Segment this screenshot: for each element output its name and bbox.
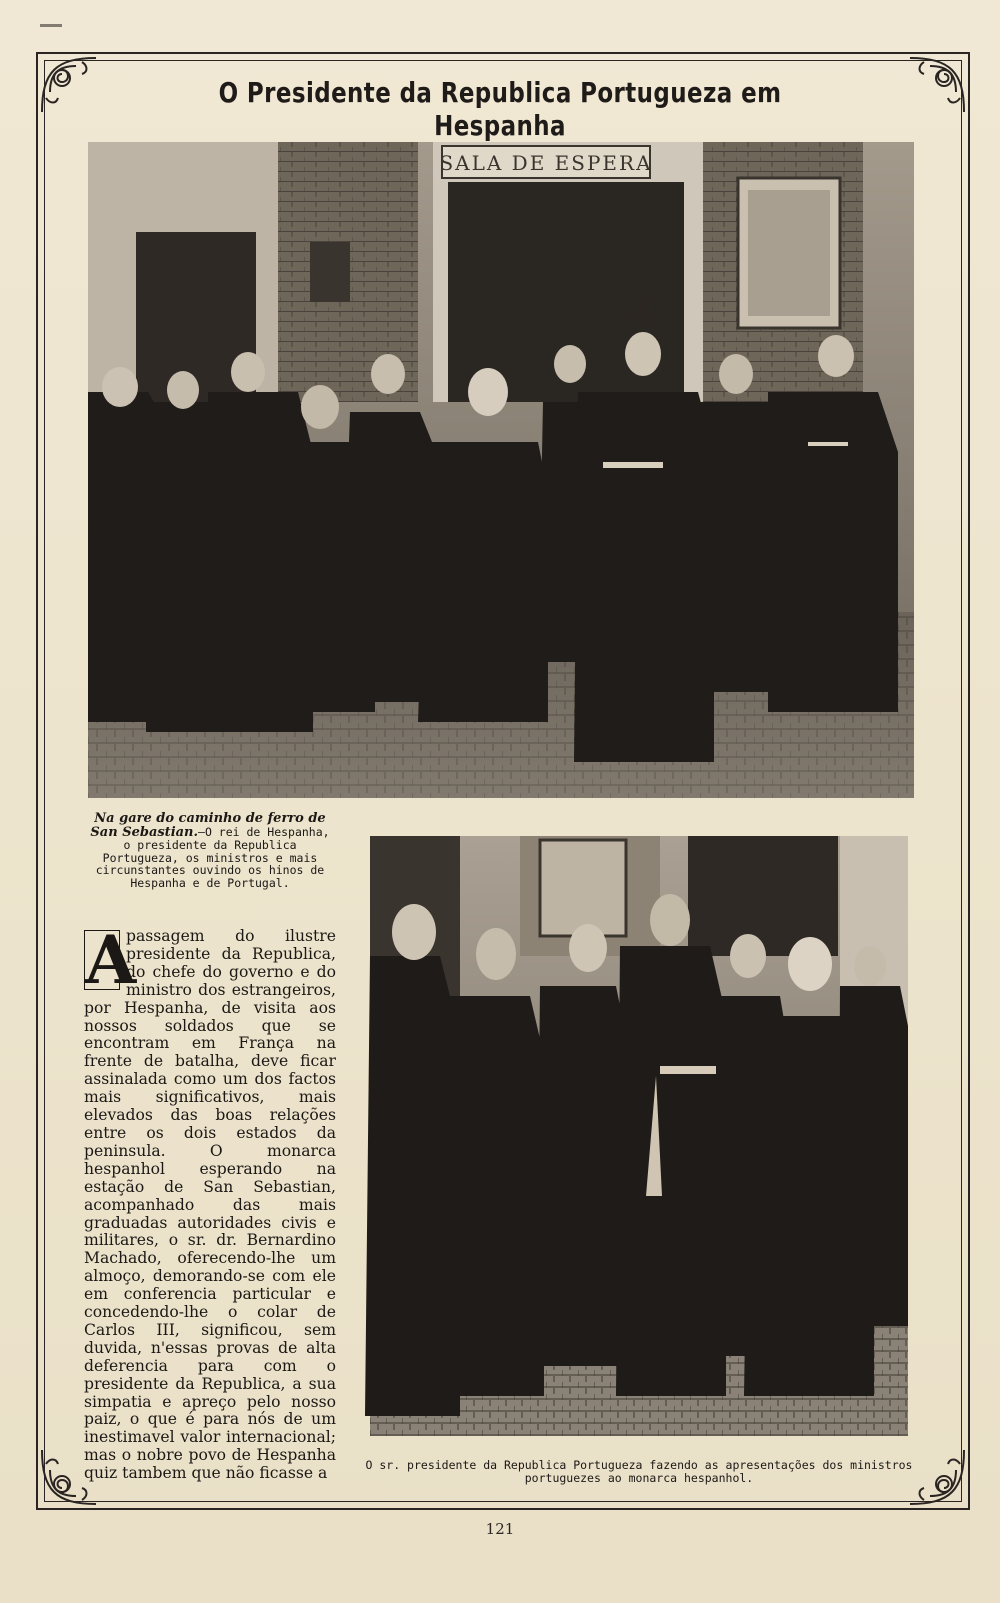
- waiting-room-sign: SALA DE ESPERA: [439, 151, 653, 175]
- drop-cap-letter: A: [85, 921, 137, 999]
- caption-top-body: —O rei de Hespanha, o presidente da Republica Portugueza, os ministros e mais circunstantes ouvindo os hinos de Hespanha e de Portugal.: [95, 824, 330, 890]
- caption-top-lead: Na gare do caminho de ferro de San Sebastian.: [90, 811, 326, 840]
- corner-ornament-icon: [900, 52, 970, 122]
- page-number: 121: [485, 1520, 515, 1538]
- article-body: [84, 921, 336, 1483]
- article-text: passagem do ilustre presidente da Republica, do chefe do governo e do ministro dos estrangeiros, por Hespanha, de visita aos nossos soldados que se encontram em França na frente de batalha, deve ficar assinalada como um dos factos mais significativos, mais elevados das boas relações entre os dois estados da peninsula. O monarca hespanhol esperando na estação de San Sebastian, acompanhado das mais graduadas autoridades civis e militares, o sr. dr. Bernardino Machado, oferecendo-lhe um almoço, demorando-se com ele em conferencia particular e concedendo-lhe o colar de Carlos III, significou, sem duvida, n'essas provas de alta deferencia para com o presidente da Republica, a sua simpatia e apreço pelo nosso paiz, o que é para nós de um inestimavel valor internacional; mas o nobre povo de Hespanha quiz tambem que não ficasse a: [84, 927, 336, 1483]
- photo-presentations: [370, 836, 908, 1436]
- photo-station-platform: [88, 142, 914, 798]
- page-title: O Presidente da Republica Portugueza em Hespanha: [218, 76, 782, 142]
- print-mark: [40, 24, 62, 27]
- caption-bottom-photo: O sr. presidente da Republica Portugueza fazendo as apresentações dos ministros portuguezes ao monarca hespanhol.: [365, 1458, 913, 1485]
- caption-top-photo: [84, 812, 336, 889]
- corner-ornament-icon: [36, 52, 106, 122]
